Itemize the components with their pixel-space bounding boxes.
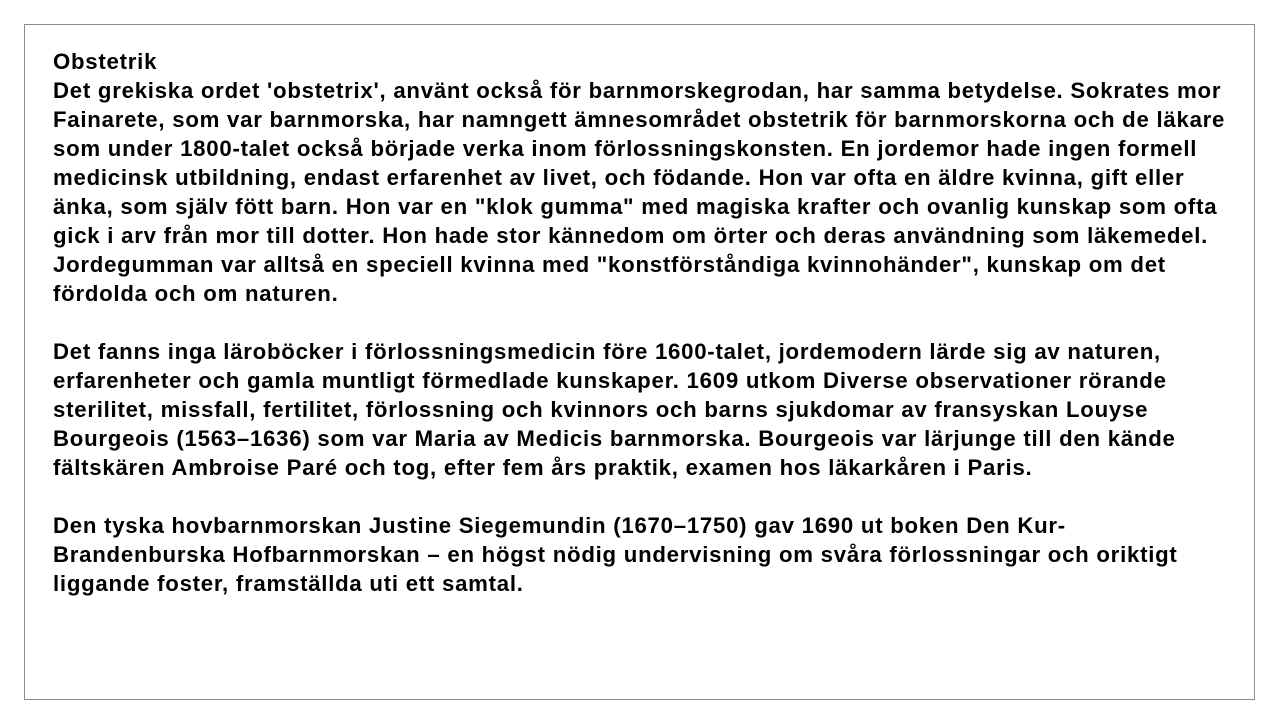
slide-title: Obstetrik [53, 49, 158, 74]
paragraph-1-text: Det grekiska ordet 'obstetrix', använt också för barnmorskegrodan, har samma betydelse. Sokrates mor Fainarete, som var barnmorska, har namngett ämnesområdet obstetrik för barnmorskorna och de läkare som under 1800-talet också började verka inom förlossningskonsten. En jordemor hade ingen formell medicinsk utbildning, endast erfarenhet av livet, och födande. Hon var ofta en äldre kvinna, gift eller änka, som själv fött barn. Hon var en "klok gumma" med magiska krafter och ovanlig kunskap som ofta gick i arv från mor till dotter. Hon hade stor kännedom om örter och deras användning som läkemedel. Jordegumman var alltså en speciell kvinna med "konstförståndiga kvinnohänder", kunskap om det fördolda och om naturen. [53, 78, 1226, 306]
slide-text-body [53, 47, 1238, 627]
slide-frame [24, 24, 1255, 700]
paragraph-3: Den tyska hovbarnmorskan Justine Siegemundin (1670–1750) gav 1690 ut boken Den Kur-Brandenburska Hofbarnmorskan – en högst nödig undervisning om svåra förlossningar och oriktigt liggande foster, framställda uti ett samtal. [53, 513, 1178, 596]
paragraph-obstetrik [53, 47, 1238, 308]
paragraph-2: Det fanns inga läroböcker i förlossningsmedicin före 1600-talet, jordemodern lärde sig av naturen, erfarenheter och gamla muntligt förmedlade kunskaper. 1609 utkom Diverse observationer rörande sterilitet, missfall, fertilitet, förlossning och kvinnors och barns sjukdomar av fransyskan Louyse Bourgeois (1563–1636) som var Maria av Medicis barnmorska. Bourgeois var lärjunge till den kände fältskären Ambroise Paré och tog, efter fem års praktik, examen hos läkarkåren i Paris. [53, 339, 1176, 480]
